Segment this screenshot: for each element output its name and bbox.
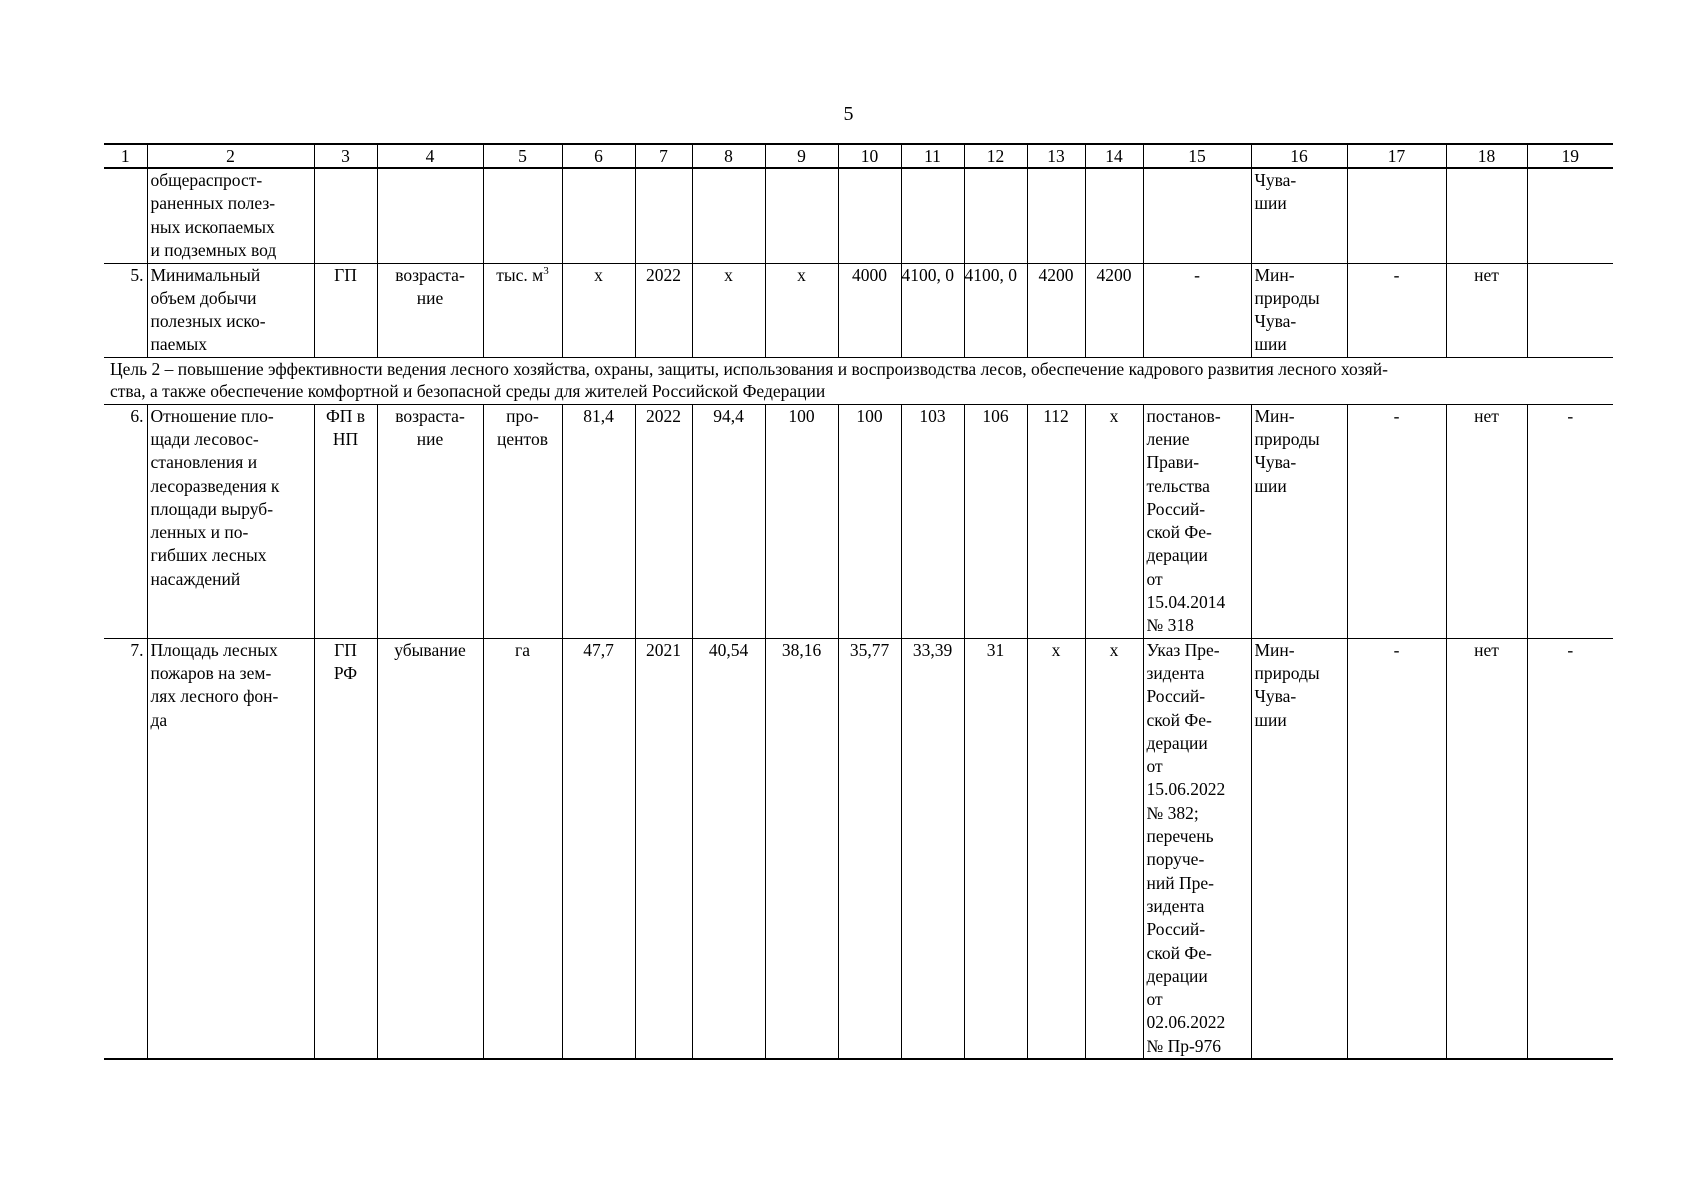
value-cell: - (1527, 404, 1613, 638)
unit-cell: га (483, 638, 562, 1059)
column-number-row (104, 144, 1613, 168)
value-cell: 35,77 (838, 638, 901, 1059)
header-cell: 17 (1347, 144, 1446, 168)
value-cell: 38,16 (765, 638, 838, 1059)
level-cell: ГП (314, 263, 377, 357)
header-cell: 4 (377, 144, 483, 168)
header-cell: 18 (1446, 144, 1527, 168)
value-cell: 2021 (635, 638, 692, 1059)
table-cell (635, 168, 692, 263)
header-cell: 5 (483, 144, 562, 168)
table-cell (838, 168, 901, 263)
trend-cell: возраста- ние (377, 263, 483, 357)
value-cell: - (1527, 638, 1613, 1059)
table-cell (314, 168, 377, 263)
continued-row (104, 168, 1613, 263)
value-cell: 106 (964, 404, 1027, 638)
header-cell: 6 (562, 144, 635, 168)
unit-cell (483, 263, 562, 357)
header-cell: 11 (901, 144, 964, 168)
table-cell (1527, 168, 1613, 263)
level-cell: ГП РФ (314, 638, 377, 1059)
table-cell (1027, 168, 1085, 263)
row-number-cell: 5. (104, 263, 147, 357)
table-cell (1143, 168, 1251, 263)
value-cell: х (562, 263, 635, 357)
value-cell: 47,7 (562, 638, 635, 1059)
header-cell: 13 (1027, 144, 1085, 168)
row-number-cell: 6. (104, 404, 147, 638)
value-cell: нет (1446, 263, 1527, 357)
responsible-cell: Мин- природы Чува- шии (1251, 263, 1347, 357)
table-cell (1085, 168, 1143, 263)
value-cell: нет (1446, 404, 1527, 638)
header-cell: 12 (964, 144, 1027, 168)
table-cell (901, 168, 964, 263)
value-cell: 81,4 (562, 404, 635, 638)
value-cell: - (1347, 404, 1446, 638)
header-cell: 19 (1527, 144, 1613, 168)
value-cell: 33,39 (901, 638, 964, 1059)
table-cell (1446, 168, 1527, 263)
indicators-table (104, 143, 1613, 1060)
table-cell (692, 168, 765, 263)
indicator-name-cell: Площадь лесных пожаров на зем- лях лесного фон- да (147, 638, 314, 1059)
indicator-name-cell: Минимальный объем добычи полезных иско- паемых (147, 263, 314, 357)
goal-row (104, 357, 1613, 404)
value-cell: 100 (838, 404, 901, 638)
value-cell (1527, 263, 1613, 357)
header-cell: 2 (147, 144, 314, 168)
value-cell: 100 (765, 404, 838, 638)
value-cell: - (1347, 638, 1446, 1059)
value-cell: 94,4 (692, 404, 765, 638)
goal-2-heading: Цель 2 – повышение эффективности ведения лесного хозяйства, охраны, защиты, использования и воспроизводства лесов, обеспечение кадрового развития лесного хозяй- ства, а также обеспечение комфортной и безопасной среды для жителей Российской Федерации (104, 357, 1613, 404)
responsible-cell: Мин- природы Чува- шии (1251, 404, 1347, 638)
value-cell: х (1085, 404, 1143, 638)
table-row (104, 263, 1613, 357)
value-cell: 112 (1027, 404, 1085, 638)
header-cell: 15 (1143, 144, 1251, 168)
unit-superscript: 3 (543, 264, 549, 277)
table-cell (765, 168, 838, 263)
header-cell: 16 (1251, 144, 1347, 168)
table-cell (104, 168, 147, 263)
value-cell: 4000 (838, 263, 901, 357)
table-cell (562, 168, 635, 263)
value-cell: 4100, 0 (901, 263, 964, 357)
header-cell: 7 (635, 144, 692, 168)
basis-cell: Указ Пре- зидента Россий- ской Фе- дерации от 15.06.2022 № 382; перечень поруче- ний Пре- зидента Россий- ской Фе- дерации от 02.06.2022 № Пр-976 (1143, 638, 1251, 1059)
basis-cell: постанов- ление Прави- тельства Россий- ской Фе- дерации от 15.04.2014 № 318 (1143, 404, 1251, 638)
level-cell: ФП в НП (314, 404, 377, 638)
responsible-cell: Мин- природы Чува- шии (1251, 638, 1347, 1059)
basis-cell: - (1143, 263, 1251, 357)
trend-cell: убывание (377, 638, 483, 1059)
unit-text: тыс. м (496, 264, 544, 285)
value-cell: нет (1446, 638, 1527, 1059)
value-cell: х (692, 263, 765, 357)
value-cell: 103 (901, 404, 964, 638)
value-cell: 2022 (635, 404, 692, 638)
value-cell: х (765, 263, 838, 357)
header-cell: 9 (765, 144, 838, 168)
header-cell: 14 (1085, 144, 1143, 168)
indicator-name-cell: общераспрост- раненных полез- ных ископаемых и подземных вод (147, 168, 314, 263)
header-cell: 1 (104, 144, 147, 168)
value-cell: 2022 (635, 263, 692, 357)
value-cell: х (1027, 638, 1085, 1059)
table-cell (483, 168, 562, 263)
table-cell (377, 168, 483, 263)
value-cell: х (1085, 638, 1143, 1059)
trend-cell: возраста- ние (377, 404, 483, 638)
table-cell (964, 168, 1027, 263)
value-cell: 4200 (1085, 263, 1143, 357)
table-row (104, 638, 1613, 1059)
responsible-cell: Чува- шии (1251, 168, 1347, 263)
table-cell (1347, 168, 1446, 263)
indicator-name-cell: Отношение пло- щади лесовос- становления и лесоразведения к площади выруб- ленных и по- гибших лесных насаждений (147, 404, 314, 638)
unit-cell: про- центов (483, 404, 562, 638)
value-cell: 4100, 0 (964, 263, 1027, 357)
value-cell: 31 (964, 638, 1027, 1059)
header-cell: 3 (314, 144, 377, 168)
value-cell: 4200 (1027, 263, 1085, 357)
value-cell: - (1347, 263, 1446, 357)
table-row (104, 404, 1613, 638)
header-cell: 10 (838, 144, 901, 168)
header-cell: 8 (692, 144, 765, 168)
row-number-cell: 7. (104, 638, 147, 1059)
value-cell: 40,54 (692, 638, 765, 1059)
page-number: 5 (843, 103, 854, 125)
